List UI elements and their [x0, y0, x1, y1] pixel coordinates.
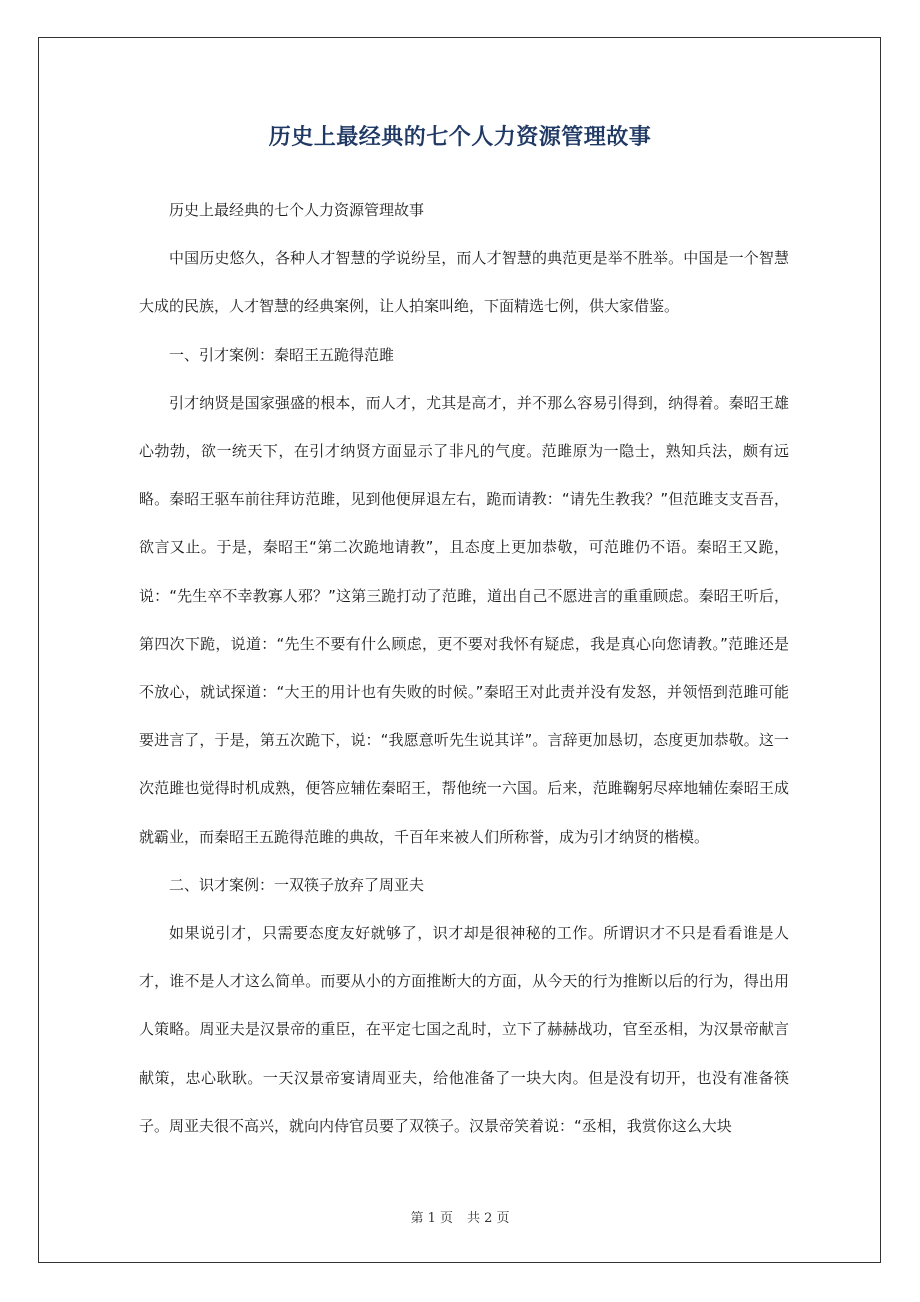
page-number: 第 1 页: [410, 1211, 453, 1226]
page-total: 共 2 页: [467, 1211, 510, 1226]
paragraph-intro: 中国历史悠久，各种人才智慧的学说纷呈，而人才智慧的典范更是举不胜举。中国是一个智慧大成的民族，人才智慧的经典案例，让人拍案叫绝，下面精选七例，供大家借鉴。: [139, 249, 789, 316]
section-heading-2: 二、识才案例：一双筷子放弃了周亚夫: [169, 875, 425, 894]
page-footer: [0, 1207, 920, 1226]
section-heading-1: 一、引才案例：秦昭王五跪得范雎: [169, 345, 395, 364]
paragraph-subtitle: 历史上最经典的七个人力资源管理故事: [169, 201, 425, 219]
document-body: [139, 186, 789, 1150]
paragraph-case-1: 引才纳贤是国家强盛的根本，而人才，尤其是高才，并不那么容易引得到，纳得着。秦昭王雄心勃勃，欲一统天下，在引才纳贤方面显示了非凡的气度。范雎原为一隐士，熟知兵法，颇有远略。秦昭王驱车前往拜访范雎，见到他便屏退左右，跪而请教：“请先生教我？”但范雎支支吾吾，欲言又止。于是，秦昭王“第二次跪地请教”，且态度上更加恭敬，可范雎仍不语。秦昭王又跪，说：“先生卒不幸教寡人邪？”这第三跪打动了范雎，道出自己不愿进言的重重顾虑。秦昭王听后，第四次下跪，说道：“先生不要有什么顾虑，更不要对我怀有疑虑，我是真心向您请教。”范雎还是不放心，就试探道：“大王的用计也有失败的时候。”秦昭王对此责并没有发怒，并领悟到范雎可能要进言了，于是，第五次跪下，说：“我愿意听先生说其详”。言辞更加恳切，态度更加恭敬。这一次范雎也觉得时机成熟，便答应辅佐秦昭王，帮他统一六国。后来，范雎鞠躬尽瘁地辅佐秦昭王成就霸业，而秦昭王五跪得范雎的典故，千百年来被人们所称誉，成为引才纳贤的楷模。: [139, 393, 789, 846]
paragraph-case-2: 如果说引才，只需要态度友好就够了，识才却是很神秘的工作。所谓识才不只是看看谁是人才，谁不是人才这么简单。而要从小的方面推断大的方面，从今天的行为推断以后的行为，得出用人策略。周亚夫是汉景帝的重臣，在平定七国之乱时，立下了赫赫战功，官至丞相，为汉景帝献言献策，忠心耿耿。一天汉景帝宴请周亚夫，给他准备了一块大肉。但是没有切开，也没有准备筷子。周亚夫很不高兴，就向内侍官员要了双筷子。汉景帝笑着说：“丞相，我赏你这么大块: [139, 924, 789, 1135]
document-title: 历史上最经典的七个人力资源管理故事: [268, 125, 652, 150]
